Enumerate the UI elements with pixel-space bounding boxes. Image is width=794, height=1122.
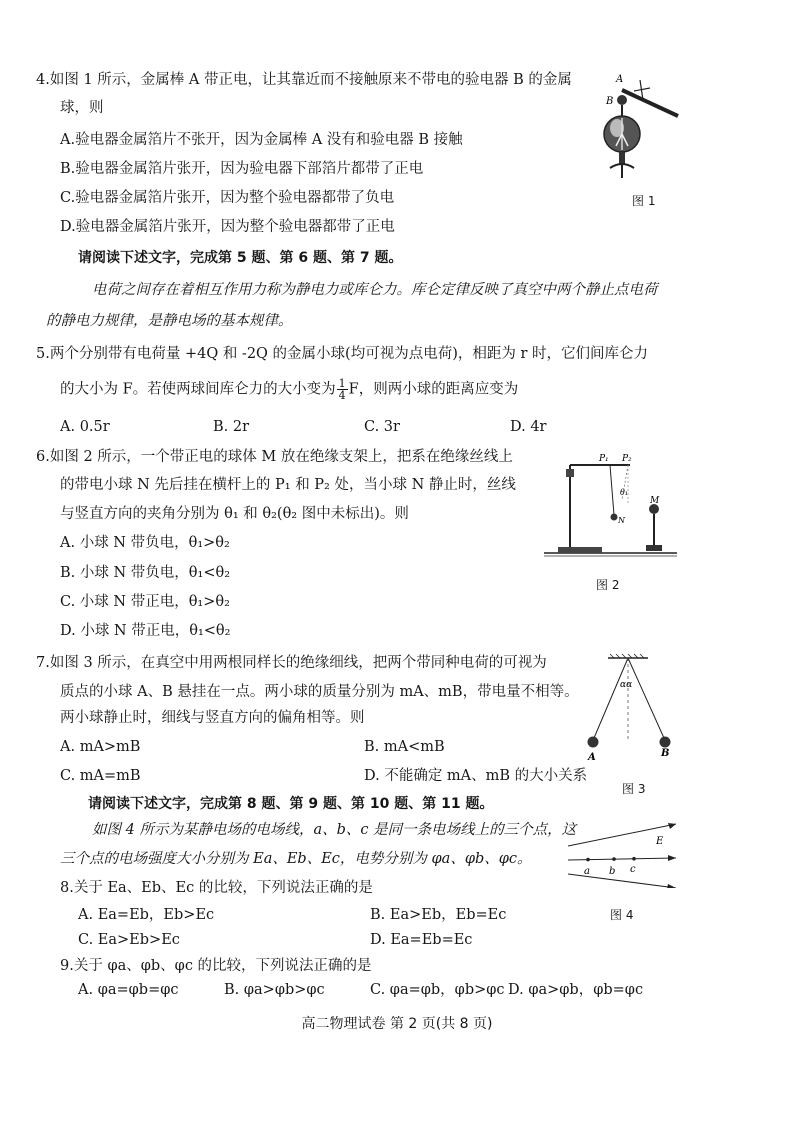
figure-2-apparatus: [542, 445, 682, 560]
q4-option-b: B.验电器金属箔片张开，因为验电器下部箔片都带了正电: [60, 161, 424, 177]
q8-stem: 8.关于 Ea、Eb、Ec 的比较，下列说法正确的是: [60, 880, 373, 896]
reading-1-title: 请阅读下述文字，完成第 5 题、第 6 题、第 7 题。: [78, 250, 403, 266]
page-footer: 高二物理试卷 第 2 页(共 8 页): [301, 1016, 493, 1032]
q5-stem-post: F，则两小球的距离应变为: [348, 381, 519, 398]
figure-4-label-c: c: [630, 864, 636, 875]
q9-option-c: C. φa=φb，φb>φc: [370, 982, 505, 998]
figure-4-label-b: b: [609, 866, 616, 877]
q8-option-d: D. Ea=Eb=Ec: [370, 932, 473, 948]
q6-stem-line2: 的带电小球 N 先后挂在横杆上的 P₁ 和 P₂ 处，当小球 N 静止时，丝线: [60, 477, 516, 493]
q5-option-b: B. 2r: [213, 419, 250, 435]
figure-2-label-n: N: [618, 516, 625, 525]
figure-3-pendulums: [580, 652, 680, 762]
q6-option-c: C. 小球 N 带正电，θ₁>θ₂: [60, 594, 230, 610]
q8-option-b: B. Ea>Eb，Eb=Ec: [370, 907, 507, 923]
figure-2-caption: 图 2: [596, 578, 620, 592]
q5-fraction-denominator: 4: [338, 389, 346, 402]
q7-stem-line2: 质点的小球 A、B 悬挂在一点。两小球的质量分别为 mA、mB，带电量不相等。: [60, 684, 579, 700]
q8-option-c: C. Ea>Eb>Ec: [78, 932, 180, 948]
figure-4-caption: 图 4: [610, 908, 634, 922]
q7-option-b: B. mA<mB: [364, 739, 445, 755]
q6-option-d: D. 小球 N 带正电，θ₁<θ₂: [60, 623, 231, 639]
q7-option-c: C. mA=mB: [60, 768, 141, 784]
q5-stem-pre: 的大小为 F。若使两球间库仑力的大小变为: [60, 381, 336, 398]
q6-option-a: A. 小球 N 带负电，θ₁>θ₂: [60, 535, 230, 551]
figure-4-label-a: a: [584, 866, 590, 877]
q5-option-d: D. 4r: [510, 419, 547, 435]
reading-2-text-line2: 三个点的电场强度大小分别为 Ea、Eb、Ec，电势分别为 φa、φb、φc。: [60, 851, 532, 867]
q4-option-c: C.验电器金属箔片张开，因为整个验电器都带了负电: [60, 190, 395, 206]
figure-1-caption: 图 1: [632, 194, 656, 208]
figure-3-label-alpha: αα: [620, 680, 633, 690]
reading-2-title: 请阅读下述文字，完成第 8 题、第 9 题、第 10 题、第 11 题。: [88, 796, 494, 812]
figure-2-label-m: M: [650, 496, 660, 506]
q5-option-c: C. 3r: [364, 419, 400, 435]
q7-stem-line1: 7.如图 3 所示，在真空中用两根同样长的绝缘细线，把两个带同种电荷的可视为: [36, 655, 547, 671]
figure-1-label-b: B: [606, 96, 614, 107]
q9-option-d: D. φa>φb，φb=φc: [508, 982, 644, 998]
q9-option-b: B. φa>φb>φc: [224, 982, 325, 998]
q4-stem-line1: 4.如图 1 所示，金属棒 A 带正电，让其靠近而不接触原来不带电的验电器 B 的金属: [36, 72, 572, 88]
q5-stem-line2: [60, 378, 518, 401]
figure-3-label-a: A: [588, 752, 596, 762]
q5-fraction-numerator: 1: [338, 377, 346, 390]
figure-1-label-a: A: [616, 74, 624, 85]
q6-option-b: B. 小球 N 带负电，θ₁<θ₂: [60, 565, 231, 581]
q7-option-a: A. mA>mB: [60, 739, 141, 755]
q5-option-a: A. 0.5r: [60, 419, 110, 435]
q4-stem-line2: 球，则: [60, 100, 104, 116]
q9-option-a: A. φa=φb=φc: [78, 982, 179, 998]
q6-stem-line3: 与竖直方向的夹角分别为 θ₁ 和 θ₂(θ₂ 图中未标出)。则: [60, 506, 409, 522]
q8-option-a: A. Ea=Eb，Eb>Ec: [78, 907, 215, 923]
q5-stem-line1: 5.两个分别带有电荷量 +4Q 和 -2Q 的金属小球(均可视为点电荷)，相距为 r 时，它们间库仑力: [36, 346, 649, 362]
q9-stem: 9.关于 φa、φb、φc 的比较，下列说法正确的是: [60, 958, 372, 974]
reading-1-text-line1: 电荷之间存在着相互作用力称为静电力或库仑力。库仑定律反映了真空中两个静止点电荷: [92, 282, 658, 298]
q4-option-d: D.验电器金属箔片张开，因为整个验电器都带了正电: [60, 219, 395, 235]
figure-2-label-p2: P₂: [622, 454, 632, 464]
figure-2-label-theta: θ₁: [620, 488, 629, 497]
figure-2-label-p1: P₁: [599, 454, 609, 464]
q7-option-d: D. 不能确定 mA、mB 的大小关系: [364, 768, 588, 784]
figure-4-field-lines: [564, 818, 682, 888]
reading-1-text-line2: 的静电力规律，是静电场的基本规律。: [46, 313, 293, 329]
figure-4-label-e: E: [656, 836, 664, 847]
figure-1-electroscope: [596, 68, 686, 188]
q6-stem-line1: 6.如图 2 所示，一个带正电的球体 M 放在绝缘支架上，把系在绝缘丝线上: [36, 449, 513, 465]
reading-2-text-line1: 如图 4 所示为某静电场的电场线，a、b、c 是同一条电场线上的三个点，这: [92, 822, 577, 838]
q7-stem-line3: 两小球静止时，细线与竖直方向的偏角相等。则: [60, 710, 365, 726]
figure-3-label-b: B: [661, 748, 670, 759]
q4-option-a: A.验电器金属箔片不张开，因为金属棒 A 没有和验电器 B 接触: [60, 132, 463, 148]
q5-fraction: [337, 378, 348, 401]
figure-3-caption: 图 3: [622, 782, 646, 796]
